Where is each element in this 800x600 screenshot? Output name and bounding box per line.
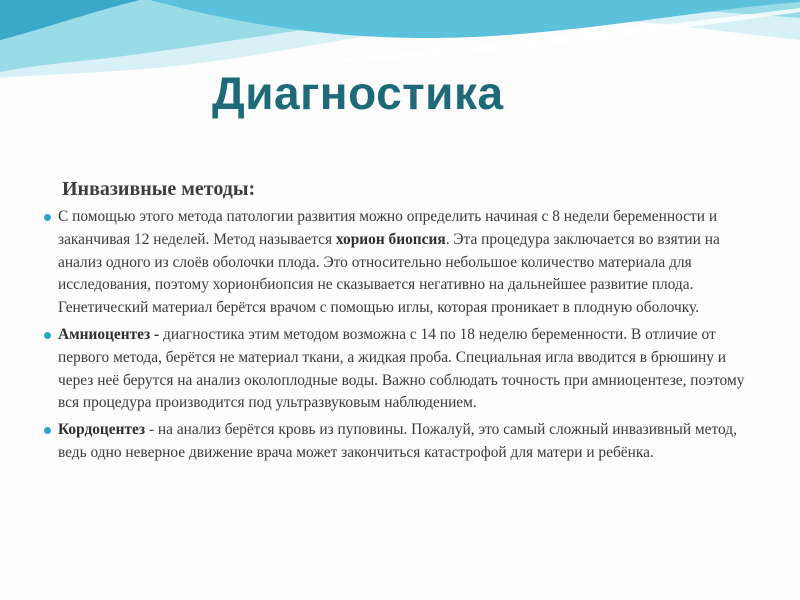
bullet-text-post: диагностика этим методом возможна с 14 по 18 неделю беременности. В отличие от первого метода, берётся не материал ткани, а жидкая проба. Специальная игла вводится в брюшину и через неё берутся на анализ околоплодные воды. Важно соблюдать точность при амниоцентезе, поэтому вся процедура производится под ультразвуковым наблюдением. <box>58 325 745 412</box>
page-title: Диагностика <box>212 67 504 119</box>
bullet-item-amniocentesis <box>44 324 764 415</box>
bullet-list <box>44 206 764 469</box>
bullet-term: Кордоцентез <box>58 421 146 439</box>
bullet-text-pre: С помощью этого метода патологии развития можно определить начиная с 8 недели беременности и заканчивая 12 неделей. Метод называется <box>58 208 718 248</box>
bullet-item-chorion <box>44 206 764 320</box>
bullet-dot-icon <box>44 214 51 221</box>
bullet-text-post: - на анализ берётся кровь из пуповины. Пожалуй, это самый сложный инвазивный метод, ведь одно неверное движение врача может закончиться катастрофой для матери и ребёнка. <box>58 421 737 461</box>
section-subtitle: Инвазивные методы: <box>62 178 256 200</box>
bullet-text-post: . Эта процедура заключается во взятии на анализ одного из слоёв оболочки плода. Это относительно небольшое количество материала для исследования, поэтому хорионбиопсия не сказывается негативно на дальнейшее развитие плода. Генетический материал берётся врачом с помощью иглы, которая проникает в плодную оболочку. <box>58 230 720 317</box>
bullet-term: хорион биопсия <box>335 230 446 248</box>
bullet-item-cordocentesis <box>44 419 764 465</box>
bullet-term: Амниоцентез - <box>58 325 160 343</box>
bullet-dot-icon <box>44 427 51 434</box>
bullet-dot-icon <box>44 332 51 339</box>
